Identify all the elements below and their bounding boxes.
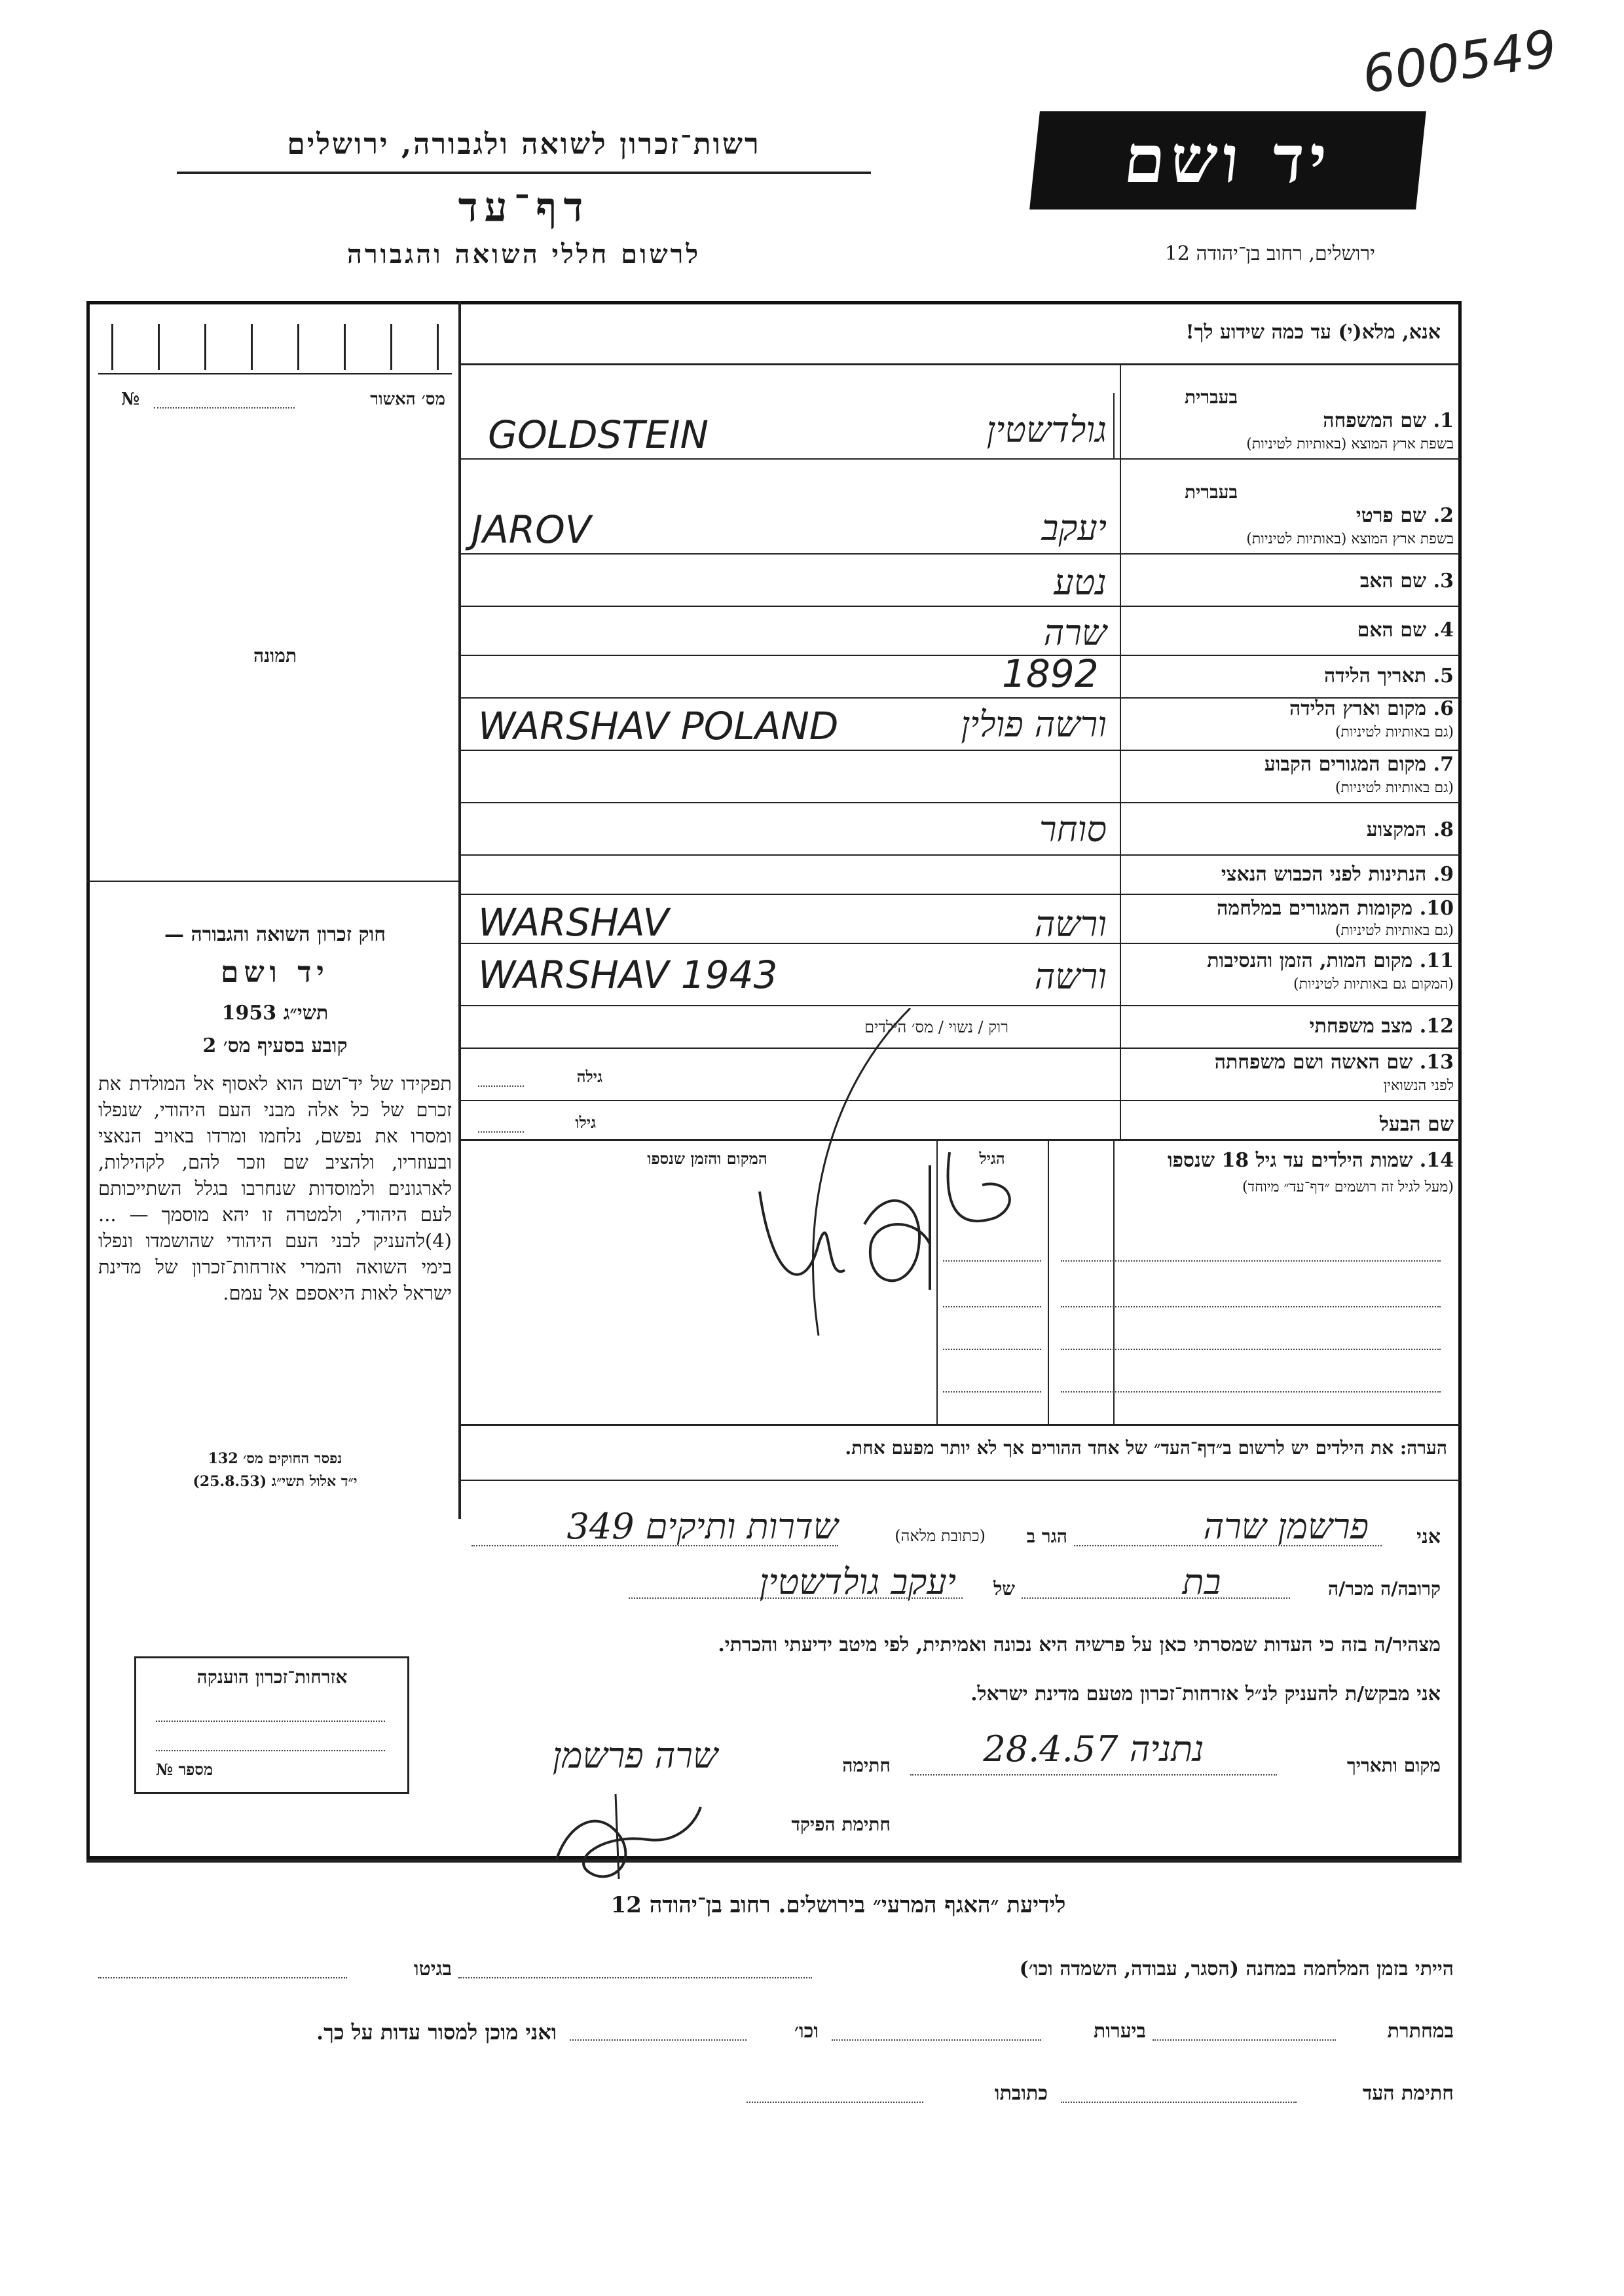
place-date-line: [910, 1774, 1277, 1776]
declarant-relation[interactable]: בת: [1182, 1561, 1221, 1603]
declarant-address[interactable]: שדרות ותיקים 349: [566, 1506, 838, 1547]
field-13-hint: גילה: [576, 1067, 602, 1086]
field-6-value-hebrew[interactable]: ורשה פולין: [961, 704, 1107, 745]
husband-label: שם הבעל: [1379, 1113, 1454, 1136]
citizenship-box-title: אזרחות־זכרון הוענקה: [196, 1666, 348, 1688]
field-13-num: 13.: [1419, 1051, 1454, 1074]
law-title: חוק זכרון השואה והגבורה —: [164, 923, 386, 946]
field-6-num: 6.: [1433, 697, 1454, 720]
yad-vashem-logo: [1029, 111, 1426, 210]
field-4-label-text: שם האם: [1357, 619, 1427, 642]
children-label: [1061, 1149, 1454, 1172]
field-10-num: 10.: [1419, 897, 1454, 920]
note-bottom-rule: [458, 1480, 1460, 1481]
field-2-label: [1225, 504, 1454, 527]
row-rule-1: [458, 458, 1460, 460]
approval-no-suffix: №: [121, 390, 140, 409]
field-3-label: [1225, 570, 1454, 592]
row-rule-7: [458, 802, 1460, 803]
footer-line2-d: ואני מוכן למסור עדות על כך.: [316, 2020, 557, 2045]
field-13-label-text: שם האשה ושם משפחתה: [1214, 1051, 1413, 1074]
label-column-divider: [1120, 363, 1121, 1139]
field-11-label: [1126, 949, 1454, 972]
footer-line2-b: ביערות: [1093, 2020, 1146, 2043]
declarant-full-address-label: (כתובת מלאה): [895, 1527, 986, 1545]
children-col-age: הגיל: [979, 1149, 1005, 1168]
officer-signature-label: חתימת הפיקד: [791, 1813, 891, 1835]
field-7-label: [1225, 753, 1454, 776]
field-1-tag: בעברית: [1184, 386, 1238, 408]
footer-line2-c: וכו׳: [794, 2020, 819, 2043]
field-4-value-hebrew[interactable]: שרה: [1043, 612, 1107, 653]
field-9-label-text: הנתינות לפני הכבוש הנאצי: [1221, 863, 1427, 886]
row-rule-9: [458, 894, 1460, 895]
field-11-value-latin[interactable]: WARSHAV 1943: [478, 953, 778, 997]
declaration-text: מצהיר/ה בזה כי העדות שמסרתי כאן על פרשיה היא נכונה ואמיתית, לפי מיטב ידיעתי והכרתי.: [718, 1633, 1441, 1656]
approval-no-line[interactable]: [154, 407, 295, 409]
declarant-relation-line: [1022, 1597, 1290, 1599]
instruction: אנא, מלא(י) עד כמה שידוע לך!: [1185, 321, 1441, 344]
field-1-value-hebrew[interactable]: גולדשטין: [986, 409, 1107, 450]
footer-camp-line[interactable]: [458, 1977, 812, 1978]
law-name: יד ושם: [221, 956, 329, 989]
children-sub: (מעל לגיל זה רושמים ״דף־עד״ מיוחד): [1242, 1179, 1454, 1195]
declarant-resident-label: הגר ב: [1026, 1525, 1067, 1547]
field-5-label-text: תאריך הלידה: [1324, 665, 1427, 687]
footer-divider: [86, 1859, 1462, 1863]
law-publication: נפסר החוקים מס׳ 132: [208, 1450, 342, 1467]
field-8-label-text: המקצוע: [1366, 818, 1427, 841]
footer-heading: לידיעת ״האגף המרעי״ בירושלים. רחוב בן־יהודה 12: [610, 1892, 1066, 1918]
husband-hint: גילו: [575, 1113, 596, 1132]
field-1-divider: [1113, 393, 1115, 458]
declarant-name-line: [1074, 1545, 1382, 1546]
citizenship-box-line-1: [156, 1721, 385, 1722]
field-6-label-text: מקום וארץ הלידה: [1289, 697, 1427, 720]
cancellation-scribble: [733, 1008, 1100, 1349]
field-4-label: [1225, 619, 1454, 642]
children-age-row-4[interactable]: [943, 1391, 1041, 1393]
law-section: קובע בסעיף מס׳ 2: [202, 1034, 348, 1057]
signature-label: חתימה: [842, 1755, 891, 1776]
declarant-of-line: [629, 1597, 963, 1599]
field-12-label-text: מצב משפחתי: [1309, 1015, 1413, 1038]
field-4-num: 4.: [1433, 619, 1454, 642]
footer-witness-sig-line[interactable]: [1061, 2102, 1297, 2103]
row-rule-3: [458, 606, 1460, 607]
field-8-label: [1225, 818, 1454, 841]
children-row-3[interactable]: [1061, 1349, 1441, 1350]
field-9-num: 9.: [1433, 863, 1454, 886]
row-rule-6: [458, 750, 1460, 751]
declarant-address-line: [471, 1545, 838, 1546]
field-10-value-latin[interactable]: WARSHAV: [478, 900, 669, 945]
place-date-label: מקום ותאריך: [1346, 1755, 1441, 1776]
law-top-rule: [86, 881, 460, 882]
field-6-sub: (גם באותיות לטיניות): [1335, 724, 1454, 740]
field-7-sub: (גם באותיות לטיניות): [1335, 780, 1454, 796]
field-2-value-latin[interactable]: JAROV: [471, 507, 591, 552]
field-12-hint: רוק / נשוי / מס׳ הילדים: [864, 1018, 1008, 1036]
field-13-sub: לפני הנשואין: [1383, 1078, 1454, 1094]
field-10-label: [1126, 897, 1454, 920]
footer-forests-line[interactable]: [832, 2039, 1041, 2041]
field-5-num: 5.: [1433, 665, 1454, 687]
field-7-num: 7.: [1433, 753, 1454, 776]
footer-etc-line[interactable]: [570, 2039, 747, 2041]
field-2-label-text: שם פרטי: [1356, 504, 1427, 527]
field-10-value-hebrew[interactable]: ורשה: [1034, 903, 1107, 945]
field-11-sub: (המקום גם באותיות לטיניות): [1293, 976, 1454, 993]
field-5-value[interactable]: 1892: [1002, 651, 1099, 696]
footer-line3-b: כתובתו: [994, 2082, 1048, 2105]
field-12-num: 12.: [1419, 1015, 1454, 1038]
field-1-value-latin[interactable]: GOLDSTEIN: [488, 412, 709, 457]
law-text: תפקידו של יד־ושם הוא לאסוף אל המולדת את זכרם של כל אלה מבני העם היהודי, שנפלו ומסרו את נפשם, נלחמו ומרדו באויב הנאצי ובעוזריו, ולהציב שם וזכר להם, לקהילות, לארגונים ולמוסדות שנחרבו בגלל השתייכותם לעם היהודי, ולמטרה זו יהא מוסמך — ...(4)להעניק לבני העם היהודי שהושמדו ונפלו בימי השואה והמרי אזרחות־זכרון של מדינת ישראל לאות היאספם אל עמם.: [98, 1072, 452, 1304]
officer-signature-mark: [544, 1781, 714, 1892]
field-2-sub: בשפת ארץ המוצא (באותיות לטיניות): [1246, 531, 1454, 547]
field-3-value-hebrew[interactable]: נטע: [1054, 562, 1107, 603]
field-5-label: [1225, 665, 1454, 687]
corner-number: 600549: [1359, 19, 1560, 105]
field-8-num: 8.: [1433, 818, 1454, 841]
field-10-sub: (גם באותיות לטיניות): [1335, 922, 1454, 939]
footer-address-line[interactable]: [747, 2102, 923, 2103]
field-10-label-text: מקומות המגורים במלחמה: [1217, 897, 1413, 920]
authority-underline: [177, 172, 871, 174]
field-11-value-hebrew[interactable]: ורשה: [1034, 956, 1107, 997]
photo-label: תמונה: [253, 645, 297, 666]
form-subtitle: לרשום חללי השואה והגבורה: [346, 239, 701, 270]
children-label-text: שמות הילדים עד גיל 18 שנספו: [1167, 1149, 1413, 1172]
declarant-relative-label: קרובה/ה מכר/ה: [1328, 1578, 1441, 1599]
request-text: אני מבקש/ת להעניק לנ״ל אזרחות־זכרון מטעם מדינת ישראל.: [970, 1683, 1441, 1705]
field-2-num: 2.: [1433, 504, 1454, 527]
declarant-name[interactable]: פרשמן שרה: [1203, 1506, 1369, 1547]
children-row-1[interactable]: [1061, 1260, 1441, 1262]
field-1-label-text: שם המשפחה: [1323, 409, 1427, 432]
address: ירושלים, רחוב בן־יהודה 12: [1164, 242, 1375, 265]
approval-no-label: מס׳ האשור: [370, 390, 445, 409]
children-row-4[interactable]: [1061, 1391, 1441, 1393]
field-6-value-latin[interactable]: WARSHAV POLAND: [478, 704, 839, 748]
tally-marks: [111, 324, 439, 370]
field-1-label: [1225, 409, 1454, 432]
field-1-num: 1.: [1433, 409, 1454, 432]
declarant-of-value[interactable]: יעקב גולדשטין: [759, 1561, 956, 1603]
field-6-label: [1225, 697, 1454, 720]
declarant-i-label: אני: [1416, 1525, 1441, 1548]
footer-line2-a: במחתרת: [1387, 2020, 1454, 2043]
note: הערה: את הילדים יש לרשום ב״דף־העד״ של אחד ההורים אך לא יותר מפעם אחת.: [845, 1437, 1447, 1459]
row-rule-8: [458, 854, 1460, 856]
field-2-tag: בעברית: [1184, 481, 1238, 503]
authority-name: רשות־זכרון לשואה ולגבורה, ירושלים: [287, 128, 761, 161]
field-2-value-hebrew[interactable]: יעקב: [1041, 507, 1107, 549]
footer-line1-a: הייתי בזמן המלחמה במחנה (הסגר, עבודה, השמדה וכו׳): [1019, 1958, 1454, 1980]
citizenship-box-line-2: [156, 1750, 385, 1751]
field-13-label: [1126, 1051, 1454, 1074]
form-title: דף־עד: [458, 183, 590, 231]
row-rule-11: [458, 1005, 1460, 1006]
note-top-rule: [458, 1424, 1460, 1426]
footer-underground-line[interactable]: [1153, 2039, 1336, 2041]
children-row-2[interactable]: [1061, 1306, 1441, 1307]
row-rule-2: [458, 553, 1460, 555]
field-13-hint-line[interactable]: [478, 1085, 524, 1087]
field-3-label-text: שם האב: [1359, 570, 1427, 592]
children-col-place: המקום והזמן שנספו: [647, 1149, 767, 1168]
children-num: 14.: [1419, 1149, 1454, 1172]
signature-value[interactable]: שרה פרשמן: [552, 1735, 718, 1776]
place-date-value[interactable]: נתניה 28.4.57: [983, 1728, 1204, 1770]
footer-line1-b: בגיטו: [413, 1958, 452, 1980]
citizenship-box-number: מספר №: [156, 1760, 213, 1779]
children-age-row-3[interactable]: [943, 1349, 1041, 1350]
field-7-label-text: מקום המגורים הקבוע: [1264, 753, 1427, 776]
husband-hint-line[interactable]: [478, 1131, 524, 1133]
footer-ghetto-line[interactable]: [98, 1977, 347, 1978]
footer-line3-a: חתימת העד: [1362, 2082, 1454, 2105]
field-12-label: [1126, 1015, 1454, 1038]
field-9-label: [1126, 863, 1454, 886]
field-1-sub: בשפת ארץ המוצא (באותיות לטיניות): [1246, 436, 1454, 452]
citizenship-box: [134, 1656, 409, 1794]
row-rule-4: [458, 655, 1460, 656]
field-8-value-hebrew[interactable]: סוחר: [1039, 809, 1107, 850]
field-11-num: 11.: [1419, 949, 1454, 972]
declarant-of-label: של: [993, 1578, 1015, 1599]
law-year: תשי״ג 1953: [221, 1002, 329, 1025]
law-publication-date: י״ד אלול תשי״ג (25.8.53): [193, 1473, 358, 1490]
instruction-rule: [458, 363, 1460, 365]
logo-text: יד ושם: [1120, 120, 1336, 198]
field-3-num: 3.: [1433, 570, 1454, 592]
left-panel-divider: [458, 301, 461, 1519]
field-11-label-text: מקום המות, הזמן והנסיבות: [1207, 949, 1413, 972]
